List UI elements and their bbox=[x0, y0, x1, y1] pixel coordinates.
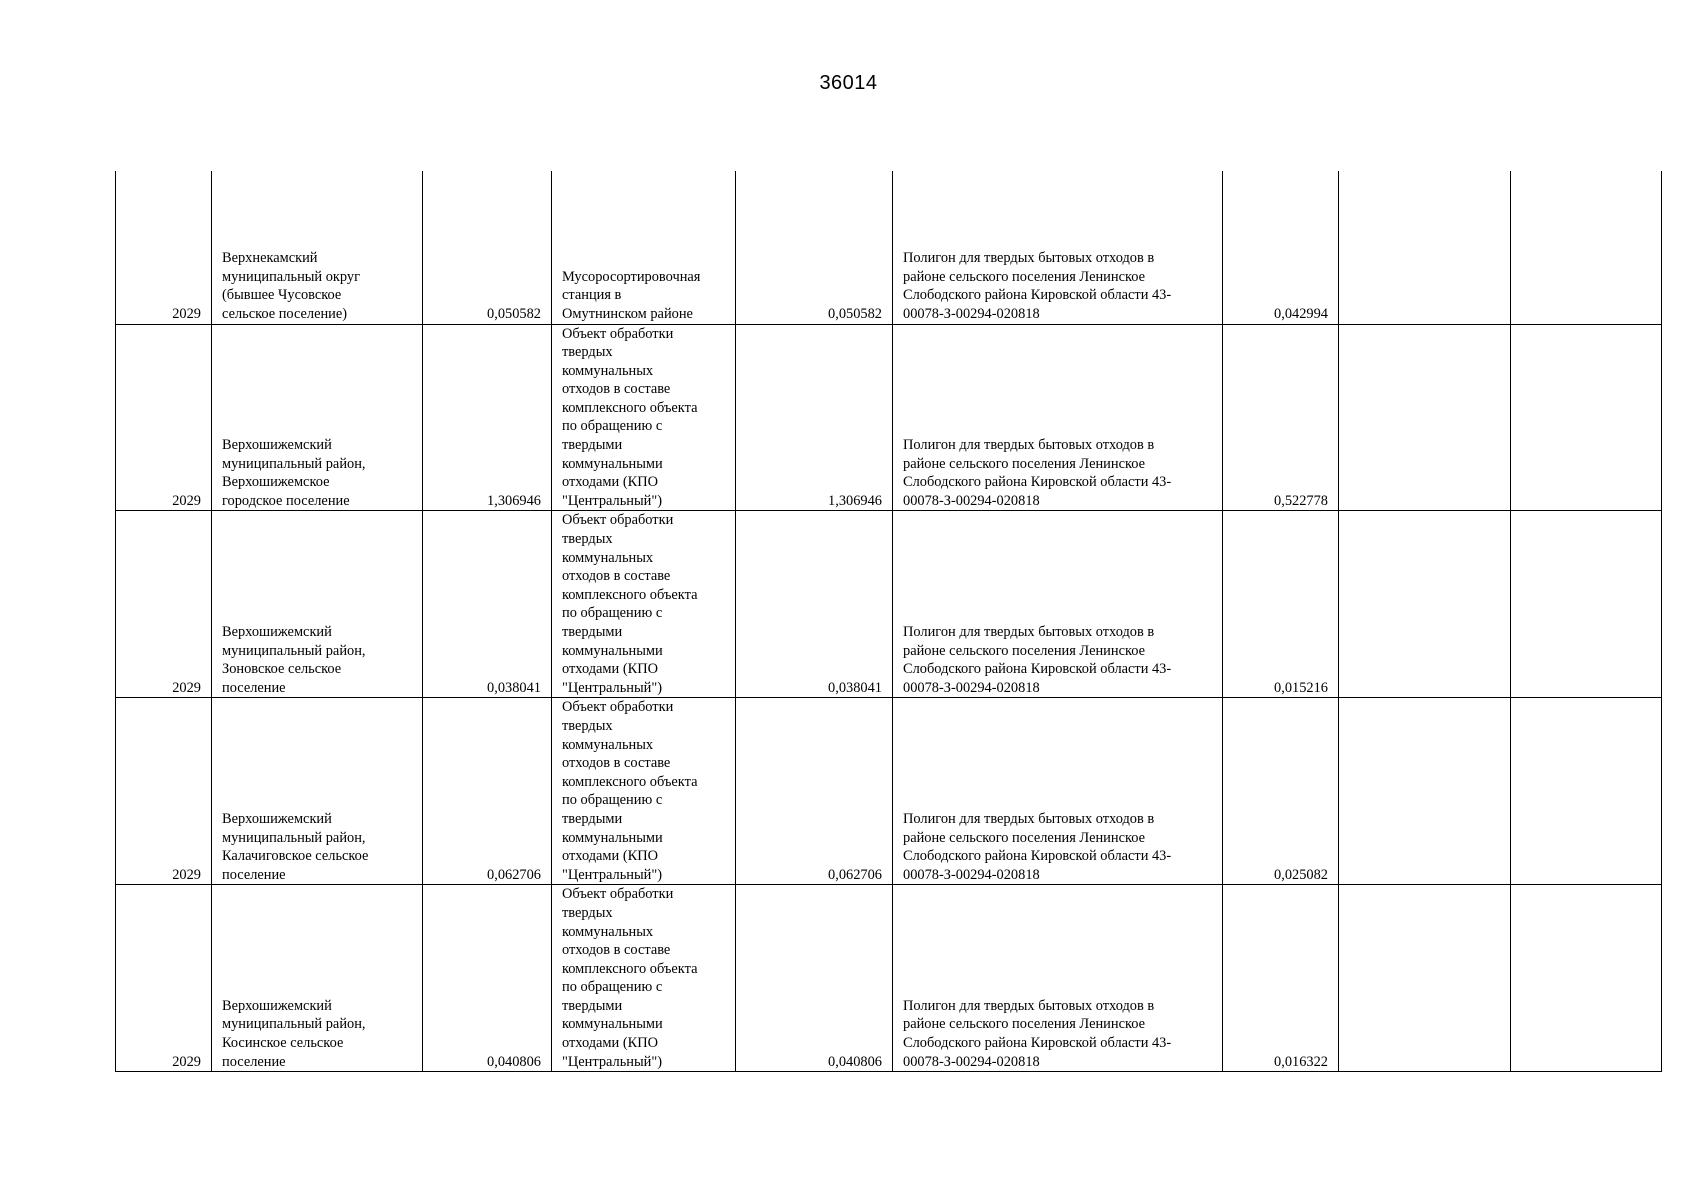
cell-year: 2029 bbox=[116, 885, 212, 1072]
cell-disposal-mass: 0,522778 bbox=[1223, 324, 1339, 511]
cell-source-mass: 0,038041 bbox=[423, 511, 552, 698]
page-number: 36014 bbox=[819, 72, 878, 94]
cell-processing-object: Объект обработки твердых коммунальных отходов в составе комплексного объекта по обращению с твердыми коммунальными отходами (КПО "Центральный") bbox=[552, 885, 736, 1072]
cell-extra-1 bbox=[1339, 324, 1511, 511]
cell-extra-2 bbox=[1511, 885, 1662, 1072]
cell-extra-1 bbox=[1339, 698, 1511, 885]
cell-disposal-mass: 0,016322 bbox=[1223, 885, 1339, 1072]
cell-processing-object: Объект обработки твердых коммунальных отходов в составе комплексного объекта по обращению с твердыми коммунальными отходами (КПО "Центральный") bbox=[552, 698, 736, 885]
cell-disposal-mass: 0,015216 bbox=[1223, 511, 1339, 698]
cell-source: Верхошижемский муниципальный район, Верхошижемское городское поселение bbox=[212, 324, 423, 511]
cell-disposal-mass: 0,025082 bbox=[1223, 698, 1339, 885]
cell-processing-mass: 0,050582 bbox=[736, 171, 893, 324]
cell-processing-mass: 0,062706 bbox=[736, 698, 893, 885]
cell-year: 2029 bbox=[116, 324, 212, 511]
cell-processing-mass: 0,040806 bbox=[736, 885, 893, 1072]
table-row bbox=[116, 885, 1662, 1072]
cell-disposal-mass: 0,042994 bbox=[1223, 171, 1339, 324]
table-row bbox=[116, 698, 1662, 885]
cell-disposal-object: Полигон для твердых бытовых отходов в районе сельского поселения Ленинское Слободского района Кировской области 43- 00078-З-00294-020818 bbox=[893, 171, 1223, 324]
cell-source-mass: 0,040806 bbox=[423, 885, 552, 1072]
cell-disposal-object: Полигон для твердых бытовых отходов в районе сельского поселения Ленинское Слободского района Кировской области 43- 00078-З-00294-020818 bbox=[893, 324, 1223, 511]
table-row bbox=[116, 171, 1662, 324]
cell-year: 2029 bbox=[116, 511, 212, 698]
cell-extra-2 bbox=[1511, 698, 1662, 885]
cell-source-mass: 0,062706 bbox=[423, 698, 552, 885]
cell-source-mass: 1,306946 bbox=[423, 324, 552, 511]
cell-extra-2 bbox=[1511, 171, 1662, 324]
cell-disposal-object: Полигон для твердых бытовых отходов в районе сельского поселения Ленинское Слободского района Кировской области 43- 00078-З-00294-020818 bbox=[893, 511, 1223, 698]
cell-source: Верхошижемский муниципальный район, Косинское сельское поселение bbox=[212, 885, 423, 1072]
cell-disposal-object: Полигон для твердых бытовых отходов в районе сельского поселения Ленинское Слободского района Кировской области 43- 00078-З-00294-020818 bbox=[893, 698, 1223, 885]
cell-extra-1 bbox=[1339, 171, 1511, 324]
cell-year: 2029 bbox=[116, 698, 212, 885]
cell-extra-1 bbox=[1339, 511, 1511, 698]
cell-processing-mass: 1,306946 bbox=[736, 324, 893, 511]
cell-source-mass: 0,050582 bbox=[423, 171, 552, 324]
cell-disposal-object: Полигон для твердых бытовых отходов в районе сельского поселения Ленинское Слободского района Кировской области 43- 00078-З-00294-020818 bbox=[893, 885, 1223, 1072]
cell-processing-object: Объект обработки твердых коммунальных отходов в составе комплексного объекта по обращению с твердыми коммунальными отходами (КПО "Центральный") bbox=[552, 511, 736, 698]
cell-source: Верхошижемский муниципальный район, Зоновское сельское поселение bbox=[212, 511, 423, 698]
cell-year: 2029 bbox=[116, 171, 212, 324]
cell-extra-2 bbox=[1511, 511, 1662, 698]
cell-source: Верхнекамский муниципальный округ (бывшее Чусовское сельское поселение) bbox=[212, 171, 423, 324]
table-row bbox=[116, 511, 1662, 698]
cell-processing-object: Объект обработки твердых коммунальных отходов в составе комплексного объекта по обращению с твердыми коммунальными отходами (КПО "Центральный") bbox=[552, 324, 736, 511]
cell-extra-2 bbox=[1511, 324, 1662, 511]
cell-source: Верхошижемский муниципальный район, Калачиговское сельское поселение bbox=[212, 698, 423, 885]
table-row bbox=[116, 324, 1662, 511]
cell-extra-1 bbox=[1339, 885, 1511, 1072]
cell-processing-mass: 0,038041 bbox=[736, 511, 893, 698]
waste-flow-table bbox=[115, 171, 1662, 1072]
cell-processing-object: Мусоросортировочная станция в Омутнинском районе bbox=[552, 171, 736, 324]
